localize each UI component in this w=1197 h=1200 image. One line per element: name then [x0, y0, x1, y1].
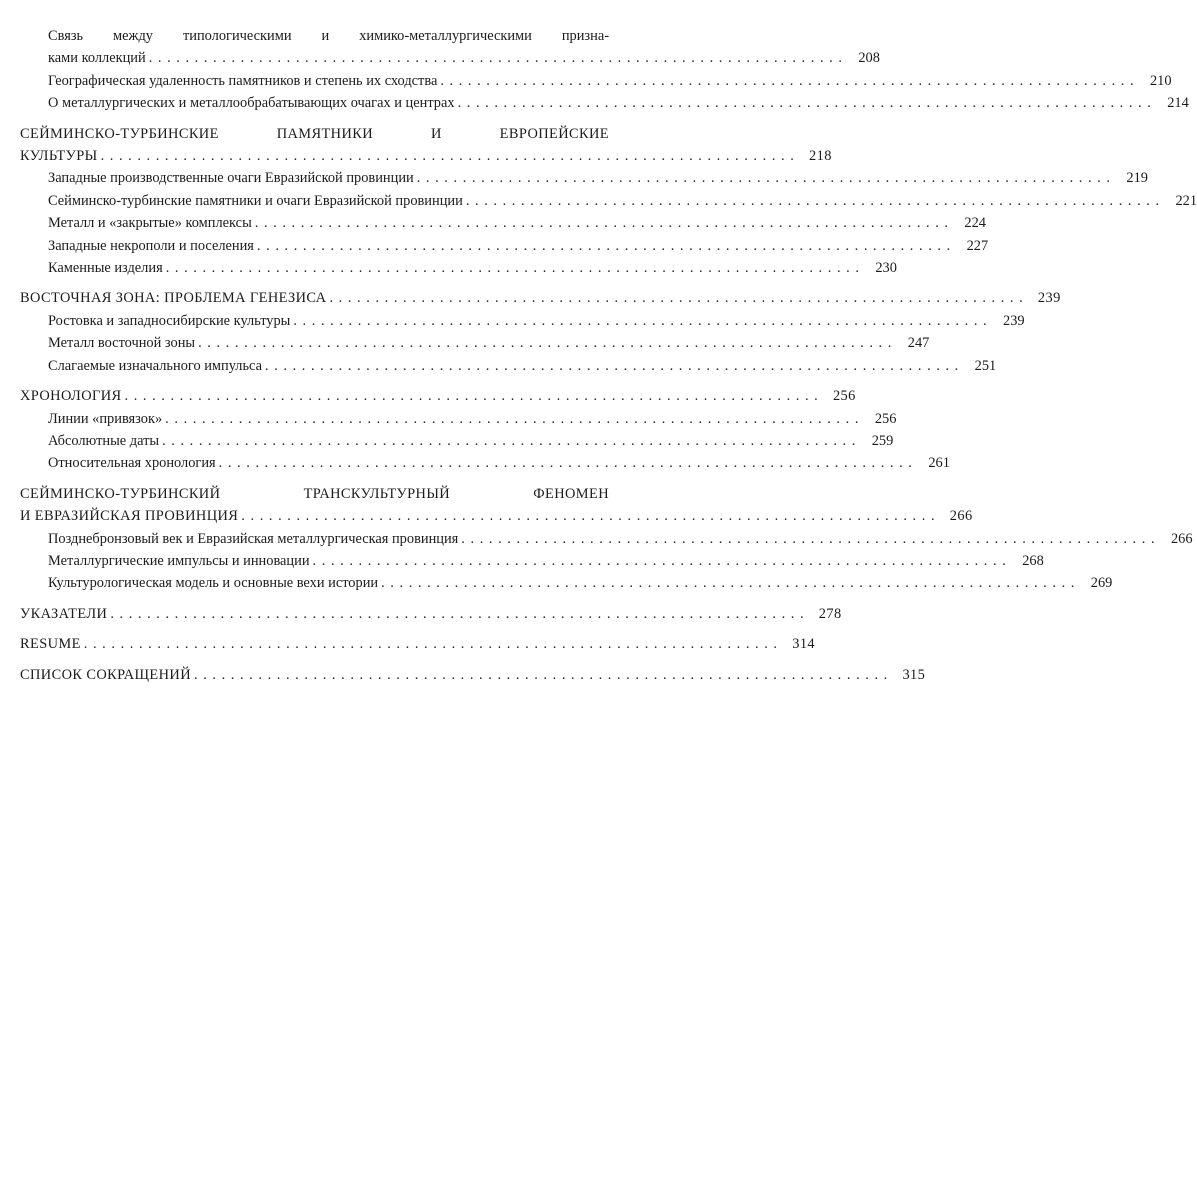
toc-page-number: 251	[974, 357, 997, 374]
toc-subsection-entry	[20, 25, 880, 70]
toc-page-number: 214	[1167, 95, 1189, 112]
toc-section-entry	[20, 603, 842, 625]
toc-entry-title-line: Культурологическая модель и основные вехи истории	[48, 575, 379, 592]
toc-page-number: 259	[871, 432, 894, 449]
toc-entry-title-line: Ростовка и западносибирские культуры	[48, 312, 291, 329]
toc-page-number: 266	[949, 508, 973, 525]
dot-leader	[329, 287, 1022, 309]
toc-subsection-entry	[20, 212, 986, 234]
toc-subsection-entry	[20, 257, 897, 279]
toc-entry-title-line: И ЕВРАЗИЙСКАЯ ПРОВИНЦИЯ	[20, 508, 239, 525]
dot-leader	[110, 603, 803, 625]
toc-section-entry	[20, 664, 926, 686]
toc-page-number: 314	[792, 636, 816, 653]
dot-leader	[198, 332, 891, 354]
dot-leader	[313, 550, 1006, 572]
dot-leader	[466, 190, 1159, 212]
dot-leader	[166, 257, 859, 279]
toc-entry-title-line: Каменные изделия	[48, 260, 163, 277]
toc-entry-title-line: RESUME	[20, 636, 81, 653]
toc-page-number: 227	[966, 237, 989, 254]
dot-leader	[101, 145, 794, 167]
toc-entry-title-line: Западные производственные очаги Евразийской провинции	[48, 170, 414, 187]
toc-entry-title-line: Металл восточной зоны	[48, 335, 196, 352]
toc-section-entry	[20, 633, 816, 655]
toc-page-number: 268	[1022, 552, 1044, 569]
toc-page-number: 256	[832, 388, 856, 405]
toc-page-number: 278	[818, 605, 842, 622]
toc-subsection-entry	[20, 528, 1193, 550]
toc-subsection-entry	[20, 550, 1044, 572]
toc-subsection-entry	[20, 572, 1113, 594]
toc-page-number: 218	[809, 148, 832, 165]
toc-subsection-entry	[20, 235, 989, 257]
toc-page-number: 230	[875, 260, 897, 277]
dot-leader	[440, 70, 1133, 92]
toc-entry-title-line: О металлургических и металлообрабатывающих очагах и центрах	[48, 95, 455, 112]
toc-entry-title-line: СЕЙМИНСКО-ТУРБИНСКИЕ ПАМЯТНИКИ И ЕВРОПЕЙСКИЕ	[20, 125, 609, 142]
toc-entry-title-line: Линии «привязок»	[48, 410, 163, 427]
toc-entry-title-line: Сейминско-турбинские памятники и очаги Евразийской провинции	[48, 192, 463, 209]
toc-entry-title-line: ками коллекций	[48, 50, 146, 67]
toc-entry-title-line: Металл и «закрытые» комплексы	[48, 215, 252, 232]
dot-leader	[149, 47, 842, 69]
dot-leader	[255, 212, 948, 234]
toc-page-number: 210	[1149, 72, 1172, 89]
toc-page-number: 266	[1170, 530, 1193, 547]
toc-entry-title-line: Позднебронзовый век и Евразийская металлургическая провинция	[48, 530, 459, 547]
dot-leader	[219, 452, 912, 474]
toc-entry-title-line: ВОСТОЧНАЯ ЗОНА: ПРОБЛЕМА ГЕНЕЗИСА	[20, 290, 327, 307]
dot-leader	[381, 572, 1074, 594]
toc-section-entry	[20, 483, 973, 528]
dot-leader	[162, 430, 855, 452]
toc-entry-title-line: Географическая удаленность памятников и степень их сходства	[48, 72, 438, 89]
toc-subsection-entry	[20, 452, 950, 474]
toc-page-number: 208	[858, 50, 880, 67]
dot-leader	[461, 528, 1154, 550]
toc-subsection-entry	[20, 332, 930, 354]
toc-entry-title-line: Относительная хронология	[48, 455, 216, 472]
toc-page-number: 315	[902, 666, 926, 683]
toc-page-number: 219	[1126, 170, 1148, 187]
dot-leader	[84, 633, 777, 655]
toc-subsection-entry	[20, 70, 1172, 92]
toc-section-entry	[20, 123, 832, 168]
dot-leader	[293, 310, 986, 332]
dot-leader	[125, 385, 818, 407]
toc-page-number: 247	[907, 335, 930, 352]
dot-leader	[417, 167, 1110, 189]
toc-page-number: 221	[1175, 192, 1197, 209]
toc-subsection-entry	[20, 430, 894, 452]
dot-leader	[194, 664, 887, 686]
toc-entry-title-line: СЕЙМИНСКО-ТУРБИНСКИЙ ТРАНСКУЛЬТУРНЫЙ ФЕНОМЕН	[20, 485, 609, 502]
toc-subsection-entry	[20, 310, 1025, 332]
toc-entry-title-line: Слагаемые изначального импульса	[48, 357, 262, 374]
toc-page-number: 239	[1003, 312, 1025, 329]
toc-page-number: 269	[1090, 575, 1113, 592]
toc-entry-title-line: ХРОНОЛОГИЯ	[20, 388, 122, 405]
toc-page-number: 261	[928, 455, 950, 472]
toc-section-entry	[20, 385, 856, 407]
toc-entry-title-line: Металлургические импульсы и инновации	[48, 552, 310, 569]
toc-subsection-entry	[20, 190, 1197, 212]
toc-entry-title-line: СПИСОК СОКРАЩЕНИЙ	[20, 666, 191, 683]
toc-subsection-entry	[20, 92, 1189, 114]
toc-page-number: 239	[1037, 290, 1061, 307]
toc-entry-title-line: Абсолютные даты	[48, 432, 160, 449]
toc-entry-title-line: Связь между типологическими и химико-металлургическими призна-	[48, 28, 609, 44]
toc-entry-title-line: КУЛЬТУРЫ	[20, 148, 98, 165]
toc-subsection-entry	[20, 355, 997, 377]
dot-leader	[165, 408, 858, 430]
toc-page-number: 224	[964, 215, 986, 232]
toc-page-number: 256	[874, 410, 897, 427]
table-of-contents	[20, 25, 1197, 686]
dot-leader	[241, 505, 934, 527]
toc-entry-title-line: Западные некрополи и поселения	[48, 237, 254, 254]
dot-leader	[257, 235, 950, 257]
dot-leader	[265, 355, 958, 377]
toc-section-entry	[20, 287, 1061, 309]
dot-leader	[458, 92, 1151, 114]
toc-subsection-entry	[20, 408, 897, 430]
toc-subsection-entry	[20, 167, 1148, 189]
toc-entry-title-line: УКАЗАТЕЛИ	[20, 605, 108, 622]
